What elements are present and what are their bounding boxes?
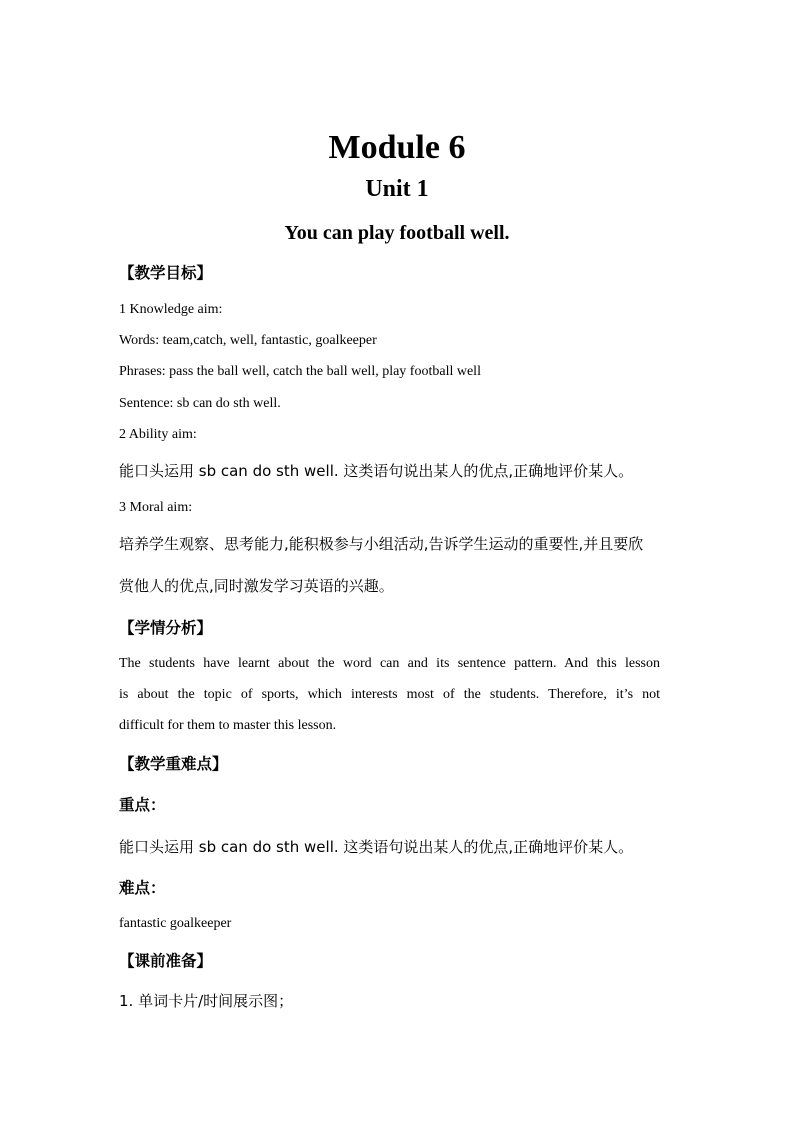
moral-aim-text-2: 赏他人的优点,同时激发学习英语的兴趣。 — [119, 577, 394, 595]
lesson-subtitle: You can play football well. — [284, 222, 510, 244]
analysis-line-2: is about the topic of sports, which interests most of the students. Therefore, it’s not — [119, 687, 660, 702]
analysis-line-3: difficult for them to master this lesson. — [119, 718, 337, 733]
preparation-item-1: 1. 单词卡片/时间展示图； — [119, 992, 294, 1010]
analysis-line-1: The students have learnt about the word can and its sentence pattern. And this lesson — [119, 656, 660, 671]
focus-label: 重点： — [119, 796, 166, 814]
analysis-heading: 【学情分析】 — [119, 619, 213, 637]
focus-text: 能口头运用 sb can do sth well. 这类语句说出某人的优点,正确地评价某人。 — [119, 838, 634, 856]
moral-aim-label: 3 Moral aim: — [119, 500, 193, 515]
moral-aim-text-1: 培养学生观察、思考能力,能积极参与小组活动,告诉学生运动的重要性,并且要欣 — [119, 535, 644, 553]
key-points-heading: 【教学重难点】 — [119, 755, 228, 773]
document-title: Module 6 — [328, 129, 466, 166]
knowledge-aim-label: 1 Knowledge aim: — [119, 302, 223, 317]
objectives-heading: 【教学目标】 — [119, 264, 213, 282]
unit-title: Unit 1 — [365, 176, 429, 202]
preparation-heading: 【课前准备】 — [119, 952, 213, 970]
phrases-line: Phrases: pass the ball well, catch the ball well, play football well — [119, 364, 481, 379]
sentence-line: Sentence: sb can do sth well. — [119, 396, 281, 411]
difficulty-text: fantastic goalkeeper — [119, 916, 232, 931]
ability-aim-text: 能口头运用 sb can do sth well. 这类语句说出某人的优点,正确地评价某人。 — [119, 462, 634, 480]
ability-aim-label: 2 Ability aim: — [119, 427, 197, 442]
words-line: Words: team,catch, well, fantastic, goalkeeper — [119, 333, 377, 348]
difficulty-label: 难点： — [119, 879, 166, 897]
